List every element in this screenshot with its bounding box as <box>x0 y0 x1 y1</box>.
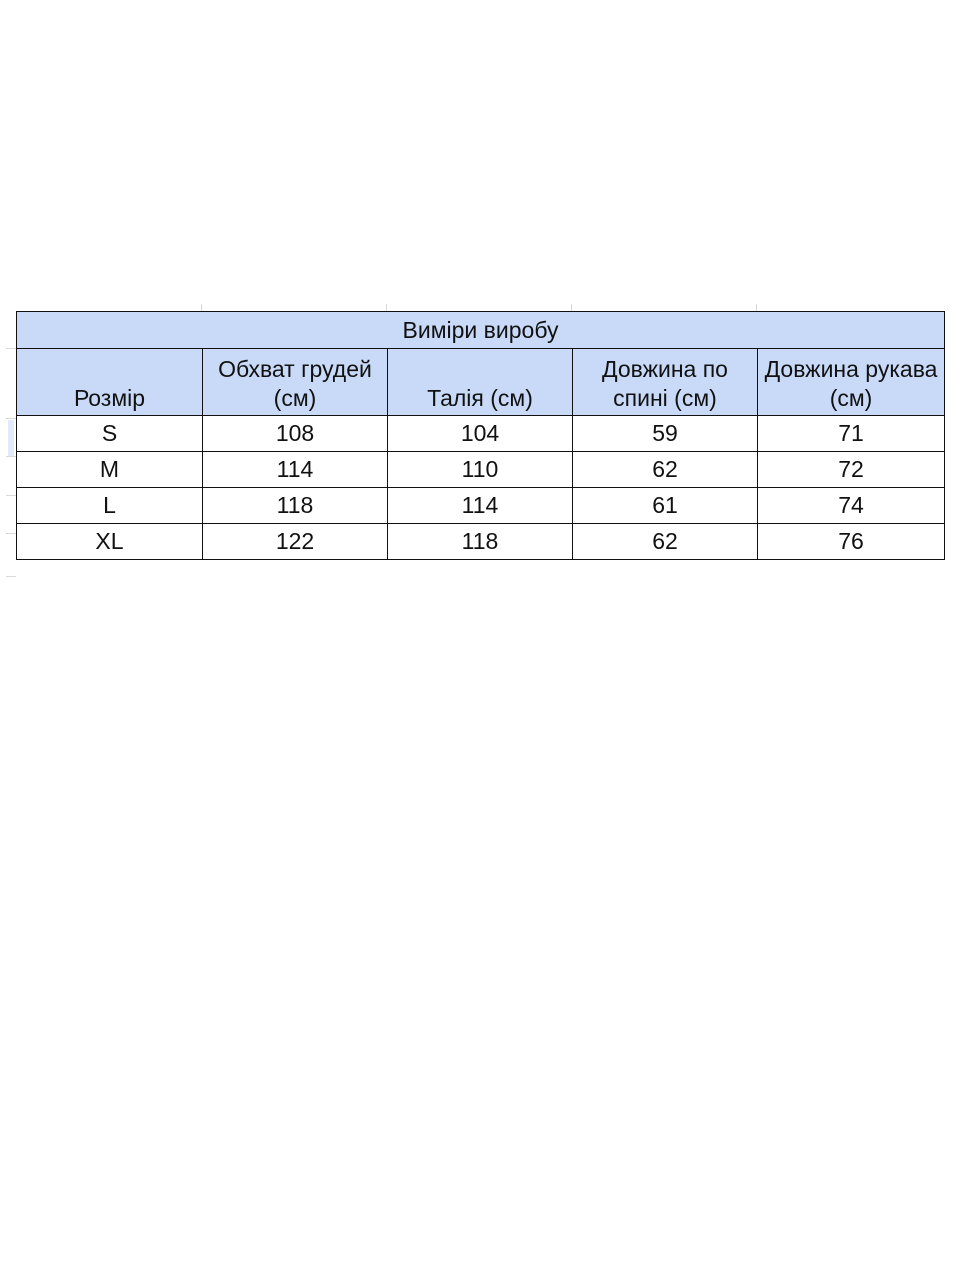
cell-sleeve-length: 71 <box>758 416 945 452</box>
grid-line <box>6 533 16 534</box>
title-row <box>17 312 945 349</box>
table-title: Виміри виробу <box>17 312 945 349</box>
cell-sleeve-length: 74 <box>758 488 945 524</box>
cell-back-length: 62 <box>573 524 758 560</box>
header-chest: Обхват грудей (см) <box>203 349 388 416</box>
cell-waist: 110 <box>388 452 573 488</box>
grid-line <box>6 418 16 419</box>
grid-line <box>6 495 16 496</box>
cell-size: L <box>17 488 203 524</box>
cell-chest: 108 <box>203 416 388 452</box>
size-chart-table <box>16 311 945 560</box>
cell-sleeve-length: 76 <box>758 524 945 560</box>
cell-chest: 118 <box>203 488 388 524</box>
cell-back-length: 62 <box>573 452 758 488</box>
table-row <box>17 452 945 488</box>
cell-chest: 114 <box>203 452 388 488</box>
header-size: Розмір <box>17 349 203 416</box>
cell-back-length: 61 <box>573 488 758 524</box>
table-row <box>17 416 945 452</box>
header-sleeve-length: Довжина рукава (см) <box>758 349 945 416</box>
grid-line <box>6 348 16 349</box>
header-waist: Талія (см) <box>388 349 573 416</box>
cell-size: XL <box>17 524 203 560</box>
grid-line <box>6 456 16 457</box>
cell-chest: 122 <box>203 524 388 560</box>
cell-size: S <box>17 416 203 452</box>
row-selection-marker <box>8 420 14 456</box>
cell-waist: 114 <box>388 488 573 524</box>
table-row <box>17 488 945 524</box>
cell-back-length: 59 <box>573 416 758 452</box>
table-row <box>17 524 945 560</box>
header-row <box>17 349 945 416</box>
cell-waist: 118 <box>388 524 573 560</box>
cell-waist: 104 <box>388 416 573 452</box>
cell-size: M <box>17 452 203 488</box>
cell-sleeve-length: 72 <box>758 452 945 488</box>
header-back-length: Довжина по спині (см) <box>573 349 758 416</box>
grid-line <box>6 576 16 577</box>
